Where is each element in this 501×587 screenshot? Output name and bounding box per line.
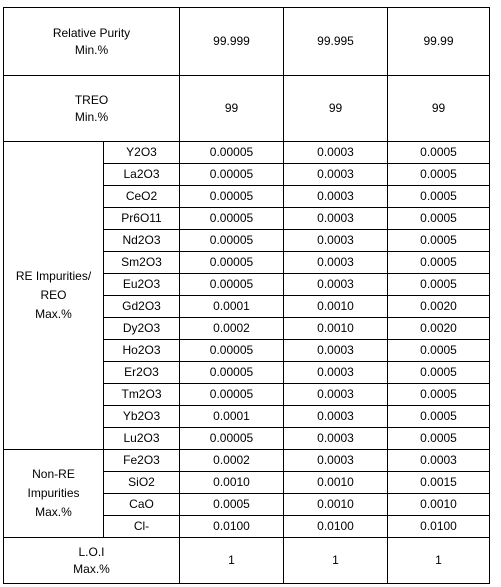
impurity-value: 0.0020 <box>388 318 490 340</box>
treo-value: 99 <box>284 76 388 142</box>
impurity-value: 0.0001 <box>180 406 284 428</box>
loi-label-line2: Max.% <box>73 561 110 576</box>
impurity-value: 0.00005 <box>180 274 284 296</box>
impurity-value: 0.0005 <box>388 230 490 252</box>
relative-purity-label <box>4 8 180 76</box>
relative-purity-value: 99.999 <box>180 8 284 76</box>
impurity-value: 0.0001 <box>180 296 284 318</box>
table-row <box>4 450 490 472</box>
impurity-value: 0.0010 <box>284 318 388 340</box>
impurity-value: 0.0005 <box>388 186 490 208</box>
impurity-name: Yb2O3 <box>104 406 180 428</box>
impurity-value: 0.0003 <box>284 186 388 208</box>
non-re-impurities-group-label-text <box>27 465 79 522</box>
impurity-value: 0.0003 <box>284 142 388 164</box>
specification-table-body <box>4 8 490 584</box>
impurity-value: 0.00005 <box>180 252 284 274</box>
impurity-name: Sm2O3 <box>104 252 180 274</box>
impurity-value: 0.0100 <box>180 516 284 538</box>
impurity-value: 0.0003 <box>284 362 388 384</box>
impurity-value: 0.00005 <box>180 164 284 186</box>
impurity-value: 0.00005 <box>180 186 284 208</box>
impurity-value: 0.0005 <box>388 406 490 428</box>
impurity-value: 0.0003 <box>284 274 388 296</box>
re-impurities-group-label <box>4 142 104 450</box>
impurity-value: 0.0005 <box>388 428 490 450</box>
impurity-name: Lu2O3 <box>104 428 180 450</box>
impurity-value: 0.0005 <box>180 494 284 516</box>
relative-purity-label-line1: Relative Purity <box>52 25 131 40</box>
impurity-value: 0.0005 <box>388 252 490 274</box>
relative-purity-label-line2: Min.% <box>74 42 109 57</box>
treo-label-line2: Min.% <box>74 109 109 124</box>
impurity-value: 0.0002 <box>180 450 284 472</box>
impurity-value: 0.0003 <box>284 340 388 362</box>
impurity-name: SiO2 <box>104 472 180 494</box>
impurity-name: Cl- <box>104 516 180 538</box>
impurity-name: Dy2O3 <box>104 318 180 340</box>
impurity-name: Ho2O3 <box>104 340 180 362</box>
impurity-value: 0.0010 <box>284 494 388 516</box>
table-row <box>4 142 490 164</box>
impurity-name: Fe2O3 <box>104 450 180 472</box>
impurity-name: Tm2O3 <box>104 384 180 406</box>
impurity-name: Er2O3 <box>104 362 180 384</box>
impurity-value: 0.00005 <box>180 384 284 406</box>
impurity-value: 0.00005 <box>180 340 284 362</box>
impurity-value: 0.0010 <box>284 472 388 494</box>
non-re-impurities-group-label-line: Max.% <box>35 505 72 519</box>
impurity-name: Pr6O11 <box>104 208 180 230</box>
impurity-value: 0.00005 <box>180 428 284 450</box>
impurity-value: 0.0005 <box>388 142 490 164</box>
impurity-name: La2O3 <box>104 164 180 186</box>
treo-label <box>4 76 180 142</box>
impurity-value: 0.0010 <box>284 296 388 318</box>
impurity-value: 0.00005 <box>180 230 284 252</box>
loi-value: 1 <box>284 538 388 584</box>
impurity-value: 0.0020 <box>388 296 490 318</box>
impurity-value: 0.0003 <box>388 450 490 472</box>
loi-row <box>4 538 490 584</box>
impurity-name: Y2O3 <box>104 142 180 164</box>
impurity-value: 0.0010 <box>388 494 490 516</box>
re-impurities-group-label-text <box>16 267 91 324</box>
treo-value: 99 <box>388 76 490 142</box>
impurity-value: 0.0005 <box>388 274 490 296</box>
impurity-value: 0.00005 <box>180 142 284 164</box>
impurity-value: 0.0003 <box>284 406 388 428</box>
loi-value: 1 <box>180 538 284 584</box>
impurity-value: 0.0005 <box>388 340 490 362</box>
impurity-value: 0.0100 <box>284 516 388 538</box>
impurity-value: 0.00005 <box>180 362 284 384</box>
re-impurities-group-label-line: Max.% <box>35 307 72 321</box>
treo-value: 99 <box>180 76 284 142</box>
impurity-name: Nd2O3 <box>104 230 180 252</box>
relative-purity-row <box>4 8 490 76</box>
impurity-value: 0.0003 <box>284 252 388 274</box>
re-impurities-group-label-line: REO <box>40 288 67 302</box>
impurity-value: 0.0003 <box>284 428 388 450</box>
re-impurities-group-label-line: RE Impurities/ <box>15 269 92 283</box>
relative-purity-value: 99.995 <box>284 8 388 76</box>
impurity-value: 0.0005 <box>388 208 490 230</box>
impurity-value: 0.0100 <box>388 516 490 538</box>
impurity-name: CaO <box>104 494 180 516</box>
non-re-impurities-group-label-line: Non-RE <box>32 467 75 481</box>
impurity-name: CeO2 <box>104 186 180 208</box>
non-re-impurities-group-label-line: Impurities <box>27 486 80 500</box>
loi-label-line1: L.O.I <box>78 544 105 559</box>
impurity-value: 0.0005 <box>388 362 490 384</box>
treo-label-line1: TREO <box>74 92 109 107</box>
loi-value: 1 <box>388 538 490 584</box>
impurity-name: Eu2O3 <box>104 274 180 296</box>
loi-label <box>4 538 180 584</box>
impurity-value: 0.0015 <box>388 472 490 494</box>
impurity-value: 0.0005 <box>388 384 490 406</box>
impurity-value: 0.0002 <box>180 318 284 340</box>
relative-purity-value: 99.99 <box>388 8 490 76</box>
impurity-value: 0.0003 <box>284 164 388 186</box>
impurity-value: 0.0005 <box>388 164 490 186</box>
impurity-value: 0.0010 <box>180 472 284 494</box>
non-re-impurities-group-label <box>4 450 104 538</box>
impurity-value: 0.0003 <box>284 384 388 406</box>
impurity-value: 0.0003 <box>284 208 388 230</box>
impurity-name: Gd2O3 <box>104 296 180 318</box>
impurity-value: 0.0003 <box>284 230 388 252</box>
impurity-value: 0.0003 <box>284 450 388 472</box>
treo-row <box>4 76 490 142</box>
impurity-value: 0.00005 <box>180 208 284 230</box>
specification-table <box>3 7 490 584</box>
